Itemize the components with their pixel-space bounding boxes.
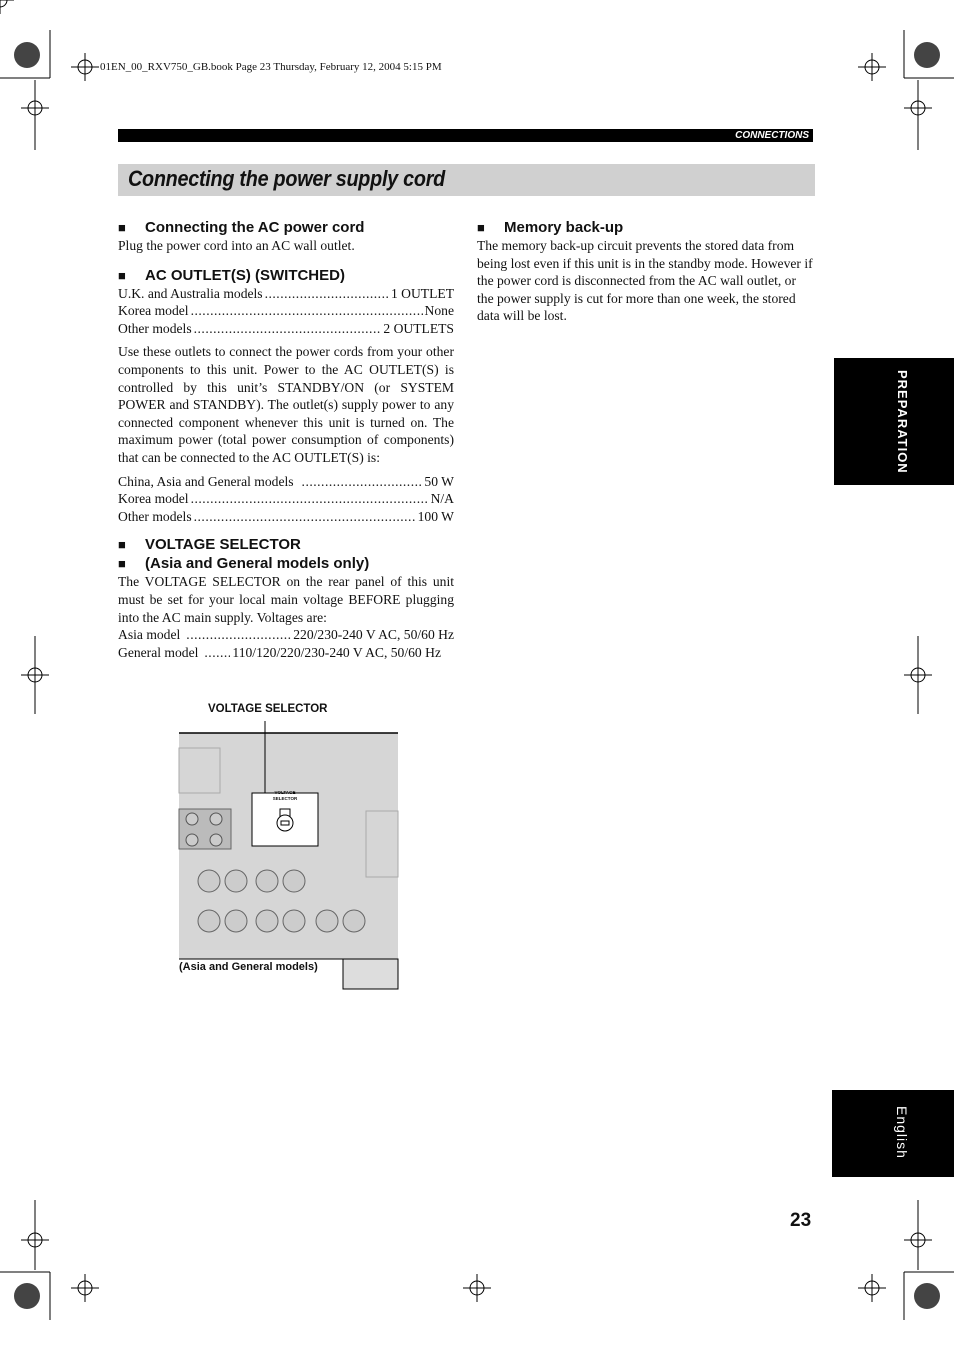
title-bar bbox=[118, 164, 815, 196]
tab-english: English bbox=[832, 1090, 954, 1177]
outlet-row: U.K. and Australia models ..... 1 OUTLET bbox=[118, 285, 454, 303]
tab-preparation: PREPARATION bbox=[834, 358, 954, 485]
power-row: China, Asia and General models ..... 50 W bbox=[118, 473, 454, 491]
panel-label: VOLTAGE SELECTOR bbox=[272, 790, 298, 801]
power-row: Korea model ..... N/A bbox=[118, 490, 454, 508]
outlet-row: Other models ..... 2 OUTLETS bbox=[118, 320, 454, 338]
right-column bbox=[477, 218, 813, 325]
figure-callout: VOLTAGE SELECTOR bbox=[208, 703, 328, 715]
figure-caption: (Asia and General models) bbox=[179, 961, 318, 973]
left-column bbox=[118, 218, 454, 661]
memory-text: The memory back-up circuit prevents the stored data from being lost even if this unit is in the standby mode. However if the power cord is disconnected from the AC wall outlet, or the power supply is cut for more than one week, the stored data will be lost. bbox=[477, 238, 813, 324]
heading-ac-cord: ■ Connecting the AC power cord bbox=[118, 218, 454, 237]
page-title: Connecting the power supply cord bbox=[128, 166, 445, 191]
voltage-row: General model ..... 110/120/220/230-240 V AC, 50/60 Hz bbox=[118, 644, 454, 662]
heading-voltage-selector: ■ VOLTAGE SELECTOR bbox=[118, 535, 454, 554]
heading-voltage-selector-sub: ■ (Asia and General models only) bbox=[118, 554, 454, 573]
power-row: Other models ..... 100 W bbox=[118, 508, 454, 526]
heading-ac-outlets: ■ AC OUTLET(S) (SWITCHED) bbox=[118, 266, 454, 285]
ac-cord-text: Plug the power cord into an AC wall outlet. bbox=[118, 238, 355, 253]
page-number: 23 bbox=[790, 1210, 812, 1231]
section-label: CONNECTIONS bbox=[735, 130, 809, 141]
voltage-text: The VOLTAGE SELECTOR on the rear panel of this unit must be set for your local main voltage BEFORE plugging into the AC main supply. Voltages are: bbox=[118, 574, 454, 625]
rear-panel-illustration bbox=[178, 703, 400, 993]
rear-panel-figure bbox=[178, 703, 400, 993]
section-bar bbox=[118, 129, 813, 142]
heading-memory-backup: ■ Memory back-up bbox=[477, 218, 813, 237]
print-header: 01EN_00_RXV750_GB.book Page 23 Thursday, February 12, 2004 5:15 PM bbox=[100, 61, 442, 73]
voltage-row: Asia model ..... 220/230-240 V AC, 50/60 Hz bbox=[118, 626, 454, 644]
outlet-row: Korea model ..... None bbox=[118, 302, 454, 320]
outlets-text: Use these outlets to connect the power cords from your other components to this unit. Power to the AC OUTLET(S) is controlled by this unit’s STANDBY/ON (or SYSTEM POWER and STANDBY). The outlet(s) supply power to any connected component whenever this unit is turned on. The maximum power (total power consumption of components) that can be connected to the AC OUTLET(S) is: bbox=[118, 344, 454, 465]
